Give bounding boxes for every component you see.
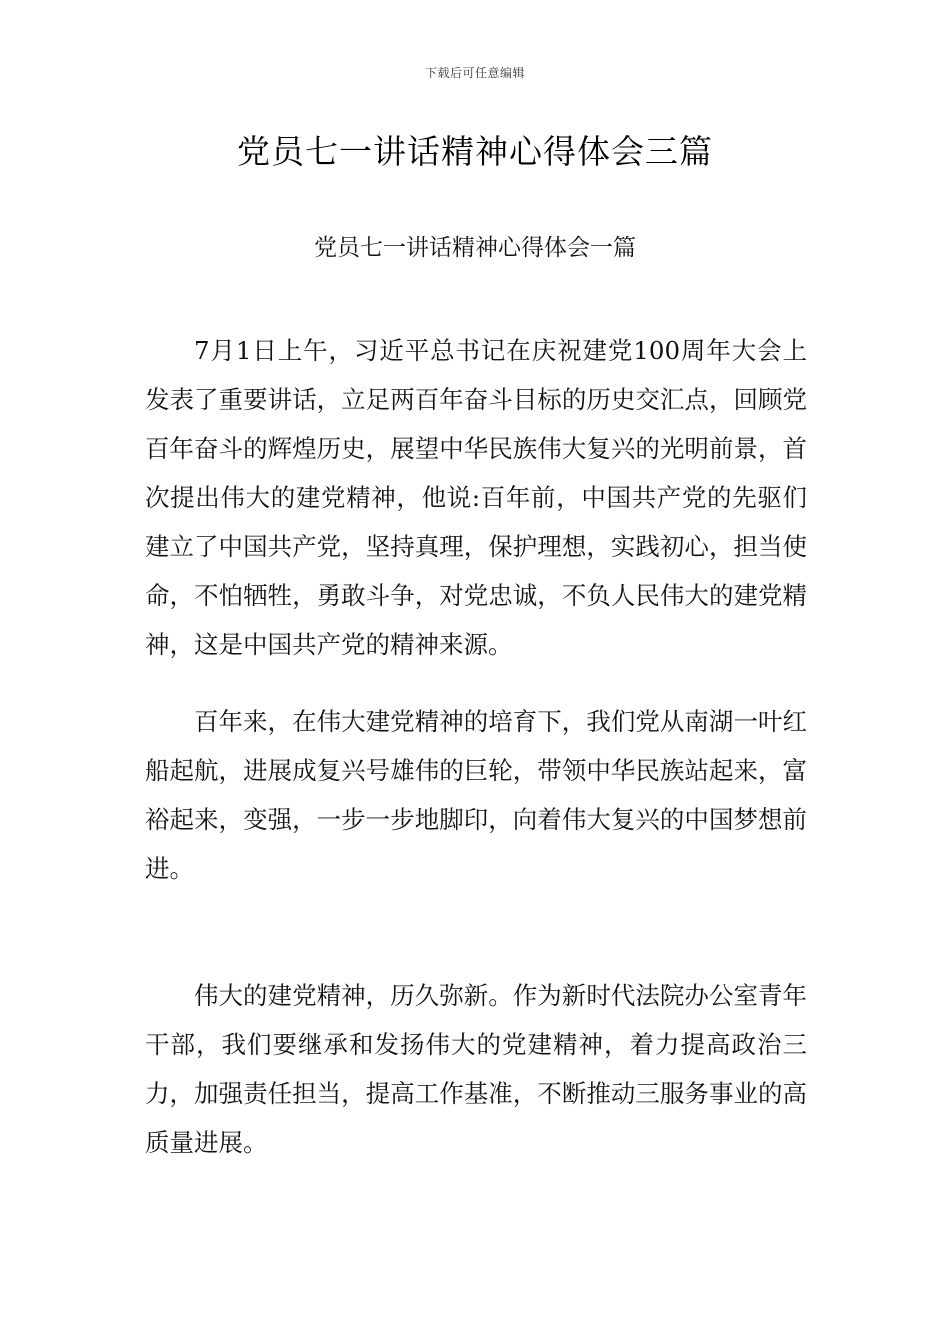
body-paragraph-1-block — [145, 326, 807, 669]
document-title: 党员七一讲话精神心得体会三篇 — [237, 132, 713, 171]
body-paragraph-2-block — [145, 697, 807, 893]
body-paragraph: 伟大的建党精神，历久弥新。作为新时代法院办公室青年干部，我们要继承和发扬伟大的党建精神，着力提高政治三力，加强责任担当，提高工作基准，不断推动三服务事业的高质量进展。 — [145, 981, 807, 1157]
body-paragraph: 百年来，在伟大建党精神的培育下，我们党从南湖一叶红船起航，进展成复兴号雄伟的巨轮，带领中华民族站起来，富裕起来，变强，一步一步地脚印，向着伟大复兴的中国梦想前进。 — [145, 707, 807, 883]
body-paragraph-3-block — [145, 971, 807, 1167]
header-note: 下载后可任意编辑 — [424, 66, 525, 80]
section-title: 党员七一讲话精神心得体会一篇 — [314, 235, 636, 261]
body-paragraph: 7月1日上午，习近平总书记在庆祝建党100周年大会上发表了重要讲话，立足两百年奋斗目标的历史交汇点，回顾党百年奋斗的辉煌历史，展望中华民族伟大复兴的光明前景，首次提出伟大的建党精神，他说:百年前，中国共产党的先驱们建立了中国共产党，坚持真理，保护理想，实践初心，担当使命，不怕牺牲，勇敢斗争，对党忠诚，不负人民伟大的建党精神，这是中国共产党的精神来源。 — [145, 336, 807, 659]
